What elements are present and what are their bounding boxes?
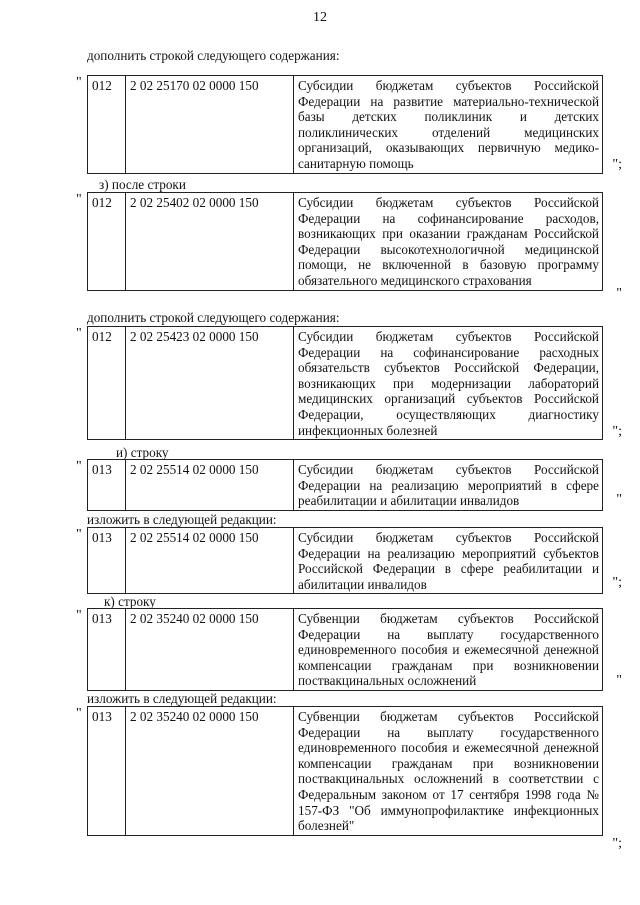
quote-open: " [76,192,82,207]
instruction-replace-1: изложить в следующей редакции: [87,512,277,527]
instruction-replace-2: изложить в следующей редакции: [87,691,277,706]
row-description: Субсидии бюджетам субъектов Российской Федерации на реализацию мероприятий субъектов Российской Федерации в сфере реабилитации и абилитации инвалидов [294,528,603,594]
quote-close: "; [612,157,622,172]
row-kbk: 2 02 25423 02 0000 150 [126,327,294,440]
quote-close: " [616,286,622,301]
instruction-after-row: з) после строки [99,177,186,192]
quote-open: " [76,608,82,623]
row-description: Субвенции бюджетам субъектов Российской Федерации на выплату государственного единовременного пособия и ежемесячной денежной компенсации гражданам при возникновении поствакцинальных осложнений в соответствии с Федеральным законом от 17 сентября 1998 года № 157-ФЗ "Об иммунопрофилактике инфекционных болезней" [294,707,603,836]
row-description: Субсидии бюджетам субъектов Российской Федерации на реализацию мероприятий в сфере реабилитации и абилитации инвалидов [294,460,603,511]
row-code: 013 [88,707,126,836]
row-code: 013 [88,460,126,511]
table-row-4 [76,459,622,511]
table-row-1 [76,75,622,174]
row-code: 013 [88,609,126,691]
instruction-row-i: и) строку [116,445,169,460]
row-description: Субсидии бюджетам субъектов Российской Федерации на развитие материально-технической базы детских поликлиник и детских поликлинических отделений медицинских организаций, оказывающих первичную медико-санитарную помощь [294,76,603,174]
row-code: 012 [88,193,126,291]
row-kbk: 2 02 35240 02 0000 150 [126,609,294,691]
row-description: Субвенции бюджетам субъектов Российской Федерации на выплату государственного единовременного пособия и ежемесячной денежной компенсации гражданам при возникновении поствакцинальных осложнений [294,609,603,691]
row-kbk: 2 02 25514 02 0000 150 [126,528,294,594]
instruction-add-2: дополнить строкой следующего содержания: [87,310,340,325]
quote-close: "; [612,575,622,590]
quote-close: "; [612,836,622,851]
row-code: 012 [88,327,126,440]
table-row-6 [76,608,622,691]
quote-close: " [616,673,622,688]
table-row-3 [76,326,622,440]
row-description: Субсидии бюджетам субъектов Российской Федерации на софинансирование расходных обязательств субъектов Российской Федерации, возникающих при модернизации лабораторий медицинских организаций субъектов Российской Федерации, осуществляющих диагностику инфекционных болезней [294,327,603,440]
row-description: Субсидии бюджетам субъектов Российской Федерации на софинансирование расходов, возникающих при оказании гражданам Российской Федерации высокотехнологичной медицинской помощи, не включенной в базовую программу обязательного медицинского страхования [294,193,603,291]
quote-close: " [616,492,622,507]
row-code: 013 [88,528,126,594]
table-row-7 [76,706,622,851]
quote-open: " [76,459,82,474]
row-kbk: 2 02 25170 02 0000 150 [126,76,294,174]
quote-close: "; [612,424,622,439]
row-code: 012 [88,76,126,174]
page-number: 12 [313,10,327,25]
table-row-2 [76,192,622,301]
row-kbk: 2 02 25402 02 0000 150 [126,193,294,291]
quote-open: " [76,706,82,721]
instruction-add-1: дополнить строкой следующего содержания: [87,48,340,63]
quote-open: " [76,527,82,542]
quote-open: " [76,326,82,341]
row-kbk: 2 02 35240 02 0000 150 [126,707,294,836]
table-row-5 [76,527,622,594]
quote-open: " [76,75,82,90]
row-kbk: 2 02 25514 02 0000 150 [126,460,294,511]
instruction-row-k: к) строку [104,594,156,609]
